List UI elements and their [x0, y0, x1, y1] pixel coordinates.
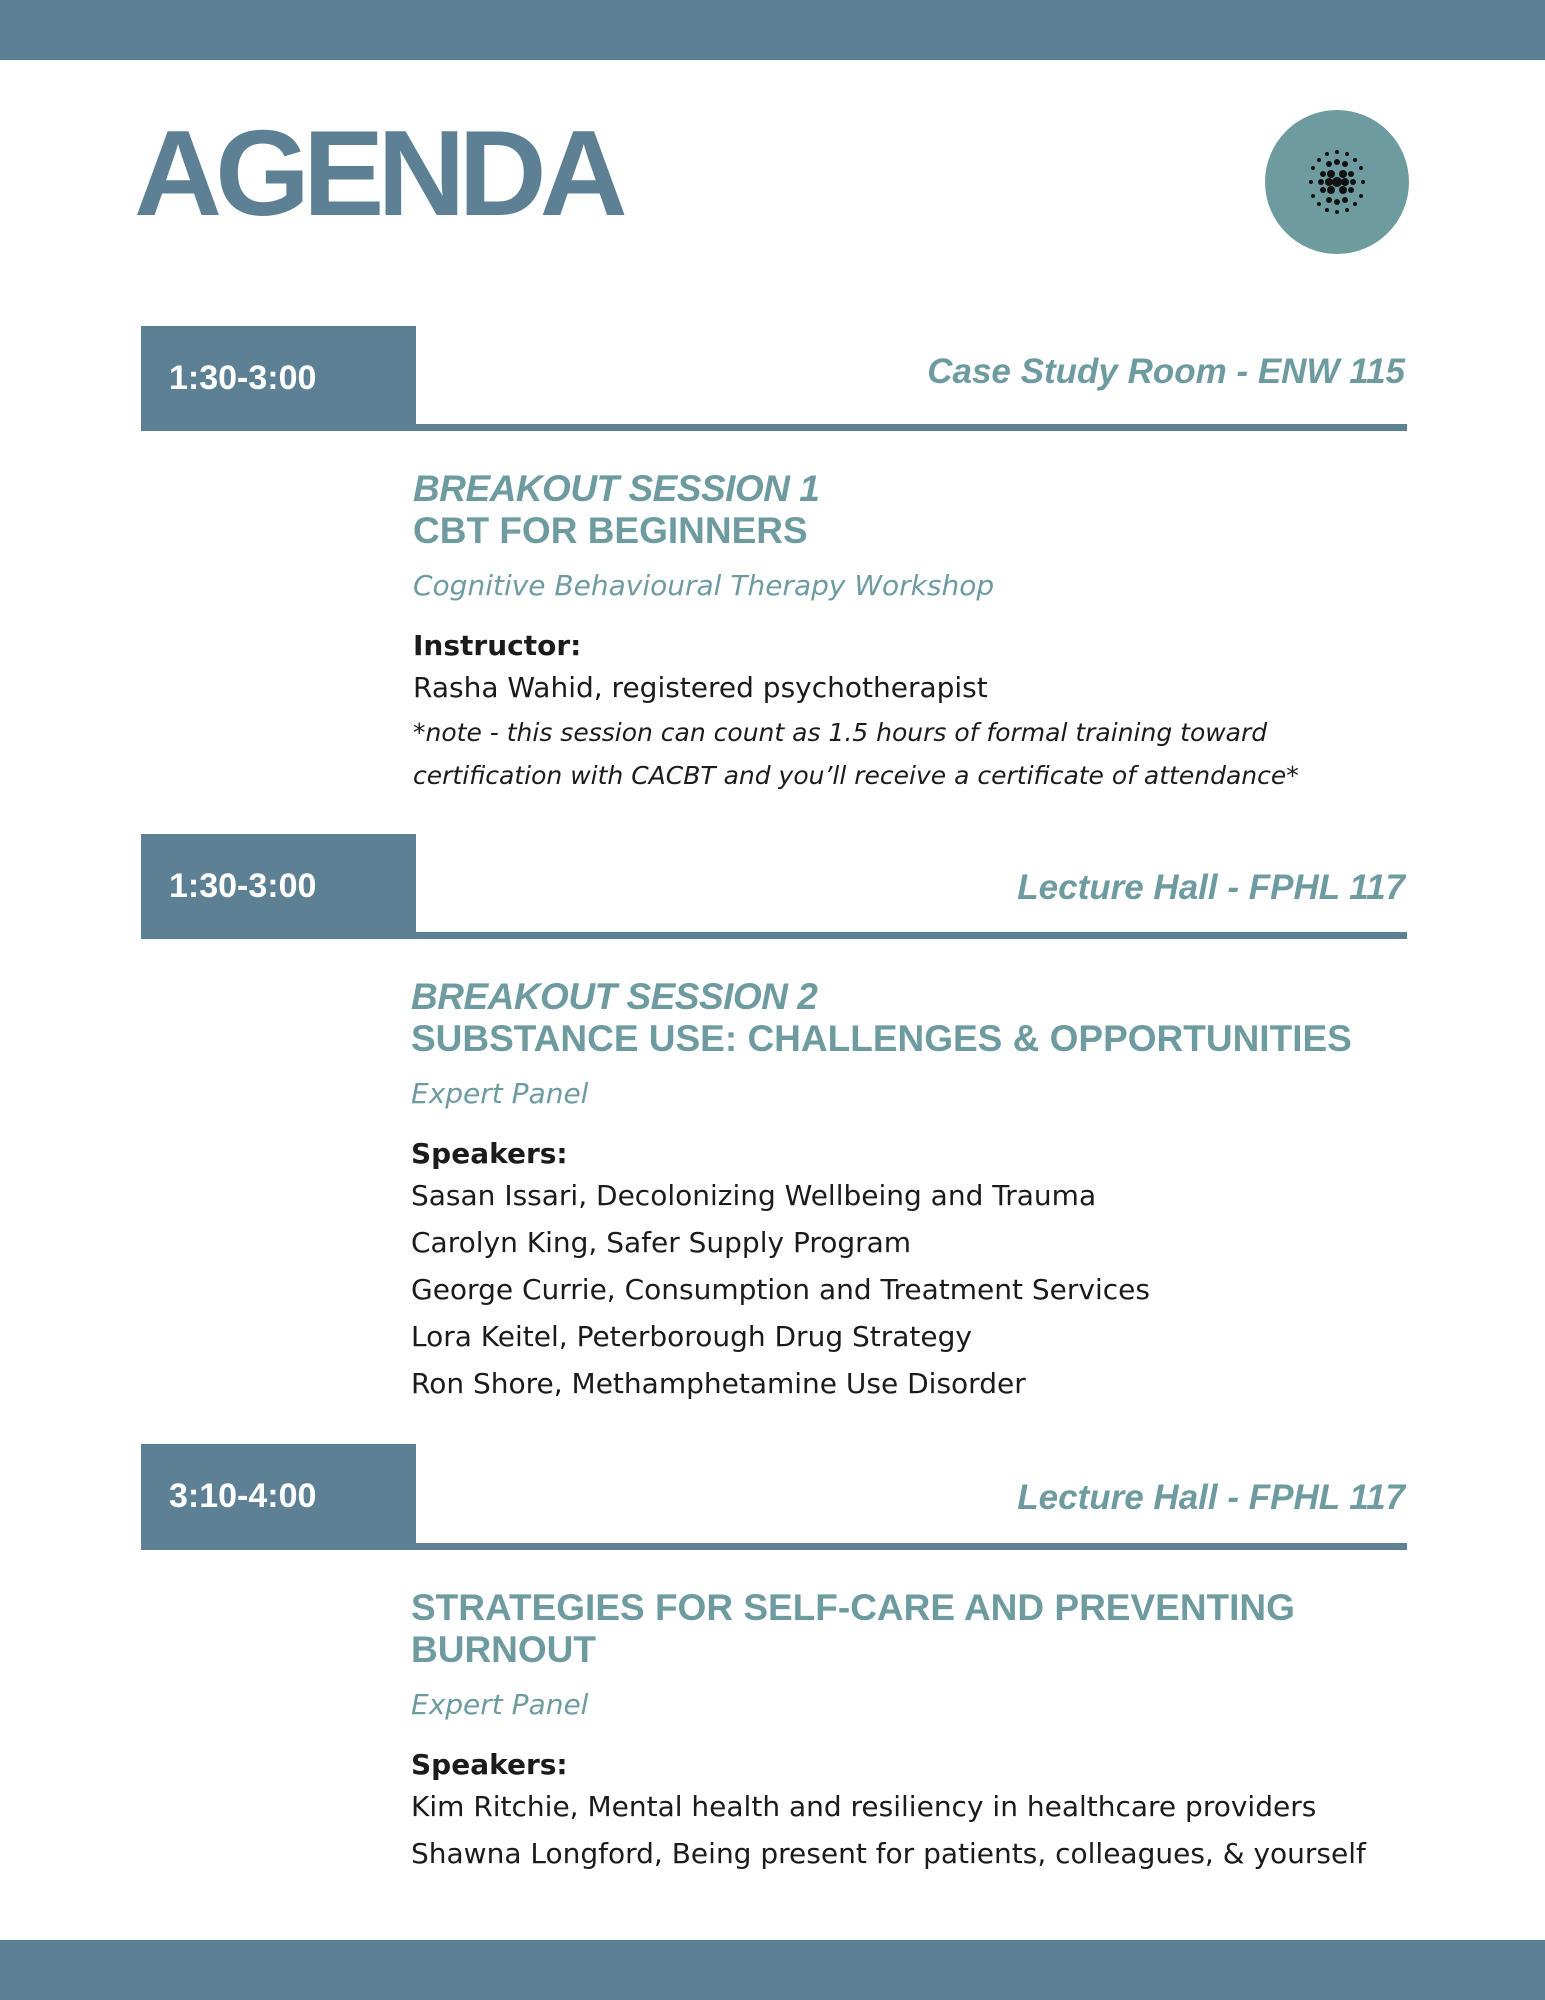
speaker-item: Lora Keitel, Peterborough Drug Strategy	[411, 1320, 972, 1353]
section-divider-2	[141, 932, 1407, 939]
session-title: CBT FOR BEGINNERS	[413, 510, 808, 551]
session-subtitle: Expert Panel	[411, 1688, 589, 1721]
bottom-band	[0, 1940, 1545, 2000]
time-slot-1: 1:30-3:00	[141, 326, 416, 431]
speakers-label: Speakers:	[411, 1137, 568, 1170]
speakers-label: Speakers:	[411, 1748, 568, 1781]
location-3: Lecture Hall - FPHL 117	[1017, 1478, 1405, 1517]
speaker-item: Carolyn King, Safer Supply Program	[411, 1226, 912, 1259]
speaker-item: Shawna Longford, Being present for patients, colleagues, & yourself	[411, 1837, 1366, 1870]
location-1: Case Study Room - ENW 115	[927, 352, 1405, 391]
logo	[1265, 110, 1409, 254]
session-title: STRATEGIES FOR SELF-CARE AND PREVENTING BURNOUT	[411, 1587, 1295, 1670]
session-3	[411, 1587, 1411, 1877]
session-subtitle: Expert Panel	[411, 1077, 589, 1110]
speaker-item: Sasan Issari, Decolonizing Wellbeing and Trauma	[411, 1179, 1097, 1212]
section-divider-1	[141, 424, 1407, 431]
instructor-label: Instructor:	[413, 629, 582, 662]
speaker-item: Ron Shore, Methamphetamine Use Disorder	[411, 1367, 1026, 1400]
time-slot-2: 1:30-3:00	[141, 834, 416, 939]
speaker-item: Kim Ritchie, Mental health and resiliency in healthcare providers	[411, 1790, 1317, 1823]
session-subtitle: Cognitive Behavioural Therapy Workshop	[413, 569, 995, 602]
time-slot-3: 3:10-4:00	[141, 1444, 416, 1549]
session-note: *note - this session can count as 1.5 hours of formal training toward certification with CACBT and you’ll receive a certificate of attendance*	[413, 718, 1299, 790]
top-band	[0, 0, 1545, 60]
location-2: Lecture Hall - FPHL 117	[1017, 868, 1405, 907]
session-kicker: BREAKOUT SESSION 2	[411, 976, 818, 1017]
session-2	[411, 976, 1411, 1407]
session-1	[413, 468, 1413, 797]
section-divider-3	[141, 1543, 1407, 1550]
speaker-item: George Currie, Consumption and Treatment Services	[411, 1273, 1150, 1306]
session-kicker: BREAKOUT SESSION 1	[413, 468, 820, 509]
dot-burst-icon	[1265, 110, 1409, 254]
page-title: AGENDA	[134, 105, 621, 241]
instructor-name: Rasha Wahid, registered psychotherapist	[413, 671, 988, 704]
session-title: SUBSTANCE USE: CHALLENGES & OPPORTUNITIES	[411, 1018, 1352, 1059]
